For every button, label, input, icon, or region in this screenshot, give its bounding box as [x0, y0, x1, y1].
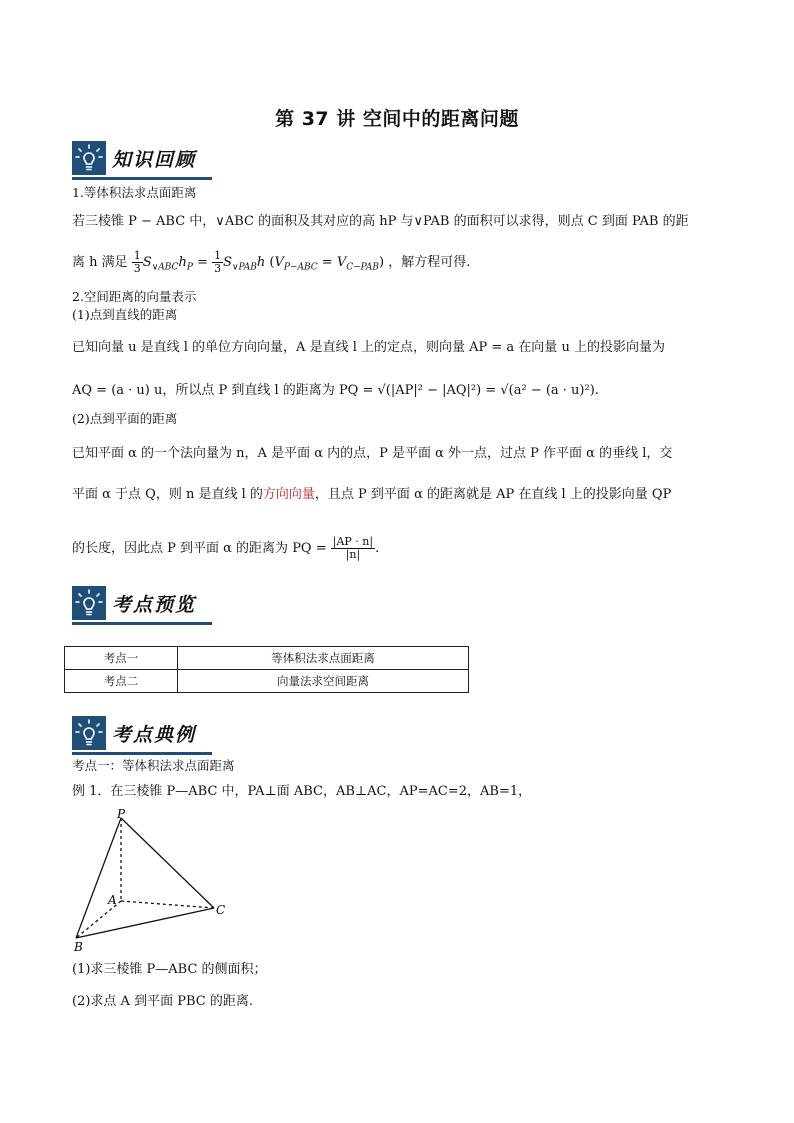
- table-cell: 考点二: [65, 670, 178, 693]
- section2-line4-part-b: ，且点 P 到平面 α 的距离就是 AP 在直线 l 上的投影向量 QP: [314, 487, 672, 502]
- direction-vector-term: 方向向量: [262, 487, 315, 502]
- vertex-label-a: A: [108, 893, 117, 907]
- fraction-one-third: $\frac{1}{3}$: [214, 249, 222, 275]
- banner-underline: [72, 622, 212, 625]
- section2-line5-prefix: 的长度，因此点 P 到平面 α 的距离为 PQ =: [72, 541, 327, 556]
- section1-line2: 离 h 满足 $\frac{1}{3}$ $S_{\vee ABC}h_P$ = $\frac{1}{3}$ $S_{\vee PAB}h$ $(V_{P-ABC} = V_{C-PAB})$ ，解方程可得.: [72, 249, 471, 275]
- table-row: [65, 670, 469, 693]
- example-topic: 考点一：等体积法求点面距离: [72, 758, 235, 773]
- example-problem: 例 1．在三棱锥 P—ABC 中，PA⊥面 ABC，AB⊥AC，AP=AC=2，AB=1，: [72, 784, 532, 799]
- banner-title: 知识回顾: [112, 148, 197, 171]
- vertex-label-b: B: [74, 940, 83, 953]
- section1-line2-suffix: ，解方程可得.: [388, 255, 471, 270]
- lightbulb-icon: [72, 141, 106, 175]
- banner-knowledge: [72, 138, 196, 178]
- section2-sub2: (2)点到平面的距离: [72, 411, 178, 426]
- banner-title: 考点典例: [112, 723, 197, 746]
- lightbulb-icon: [72, 586, 106, 620]
- table-cell: 等体积法求点面距离: [178, 647, 469, 670]
- preview-table: [64, 646, 469, 693]
- page-title: 第 37 讲 空间中的距离问题: [275, 108, 519, 130]
- section2-line4-part-a: 平面 α 于点 Q，则 n 是直线 l 的: [72, 487, 263, 502]
- lightbulb-icon: [72, 716, 106, 750]
- question-2: (2)求点 A 到平面 PBC 的距离.: [72, 994, 253, 1009]
- distance-fraction: $\frac{|AP \cdot n|}{|n|}$: [332, 535, 374, 561]
- question-1: (1)求三棱锥 P—ABC 的侧面积；: [72, 962, 267, 977]
- tetrahedron-figure: [72, 808, 242, 957]
- section1-line1: 若三棱锥 P − ABC 中，∨ABC 的面积及其对应的高 hP 与∨PAB 的面积可以求得，则点 C 到面 PAB 的距: [72, 214, 689, 229]
- banner-preview: [72, 583, 196, 623]
- vertex-label-p: P: [117, 808, 126, 821]
- table-cell: 向量法求空间距离: [178, 670, 469, 693]
- section2-sub1: (1)点到直线的距离: [72, 307, 178, 322]
- banner-title: 考点预览: [112, 593, 197, 616]
- table-cell: 考点一: [65, 647, 178, 670]
- fraction-one-third: $\frac{1}{3}$: [133, 249, 141, 275]
- table-row: [65, 647, 469, 670]
- section1-line2-prefix: 离 h 满足: [72, 255, 128, 270]
- section2-line3: 已知平面 α 的一个法向量为 n，A 是平面 α 内的点，P 是平面 α 外一点，过点 P 作平面 α 的垂线 l，交: [72, 446, 673, 461]
- banner-underline: [72, 752, 212, 755]
- vertex-label-c: C: [216, 903, 226, 917]
- section2-line5: 的长度，因此点 P 到平面 α 的距离为 PQ = $\frac{|AP \cdot n|}{|n|}$ .: [72, 535, 380, 561]
- section2-line4: [72, 486, 724, 504]
- banner-underline: [72, 177, 212, 180]
- banner-examples: [72, 713, 196, 753]
- section2-line1: 已知向量 u 是直线 l 的单位方向向量，A 是直线 l 上的定点，则向量 AP = a 在向量 u 上的投影向量为: [72, 340, 665, 355]
- section2-line2: AQ = (a · u) u，所以点 P 到直线 l 的距离为 PQ = √(|AP|² − |AQ|²) = √(a² − (a · u)²).: [72, 383, 599, 398]
- section2-heading: 2.空间距离的向量表示: [72, 289, 197, 304]
- section1-heading: 1.等体积法求点面距离: [72, 185, 197, 200]
